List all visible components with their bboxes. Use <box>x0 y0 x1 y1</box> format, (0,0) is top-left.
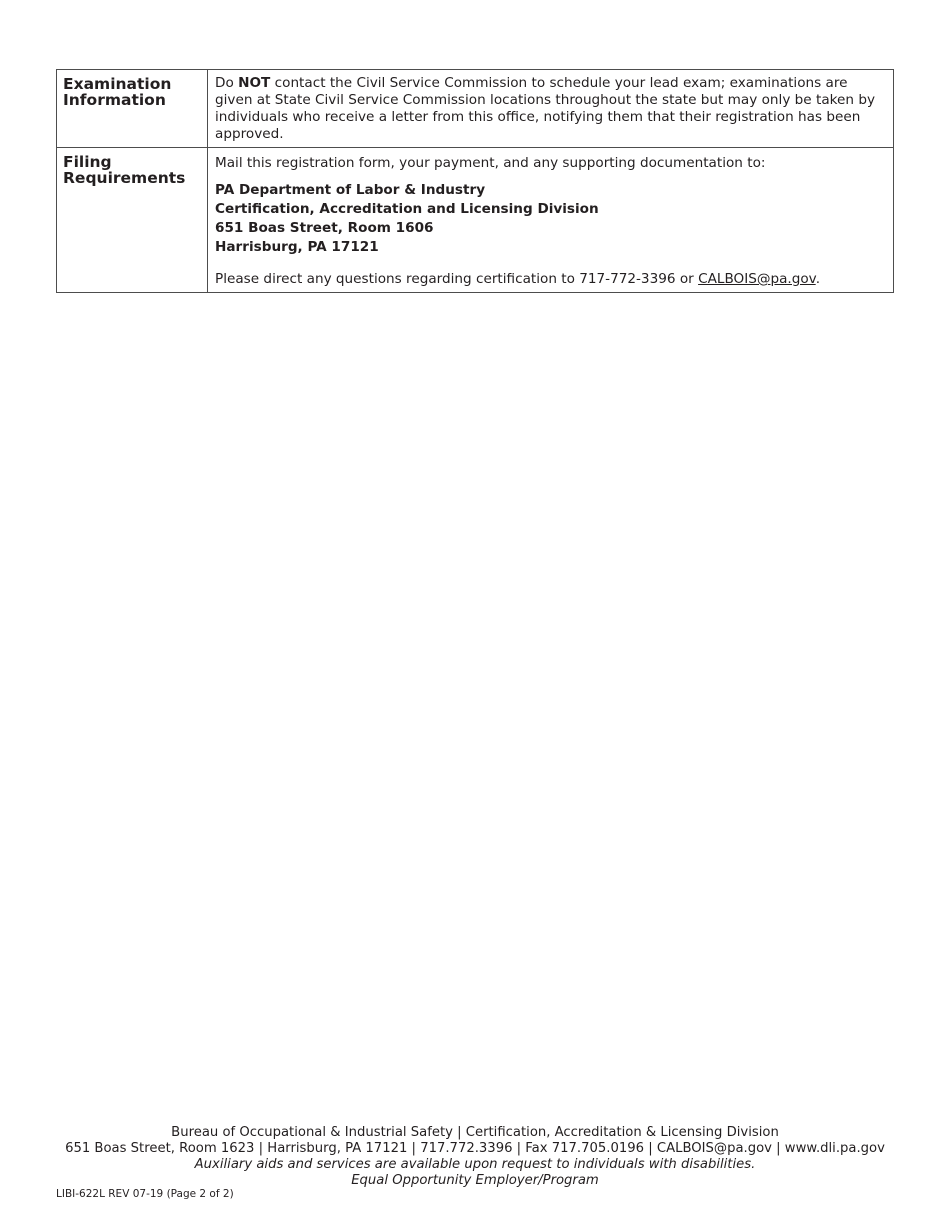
mailing-instructions: Mail this registration form, your payment, and any supporting documentation to: <box>215 155 766 171</box>
examination-information-heading: Examination Information <box>57 70 208 148</box>
examination-information-row <box>57 70 894 148</box>
footer-eeo-line: Equal Opportunity Employer/Program <box>351 1173 599 1188</box>
filing-requirements-heading: Filing Requirements <box>57 148 208 293</box>
examination-information-text: Do NOT contact the Civil Service Commission to schedule your lead exam; examinations are given at State Civil Service Commission locations throughout the state but may only be taken by individuals who receive a letter from this office, notifying them that their registration has been approved. <box>208 70 894 148</box>
form-revision-id: LIBI-622L REV 07-19 (Page 2 of 2) <box>56 1188 234 1200</box>
not-emphasis: NOT <box>238 75 271 91</box>
contact-info: Please direct any questions regarding certification to 717-772-3396 or CALBOIS@pa.gov. <box>215 271 821 287</box>
mailing-address <box>215 181 886 257</box>
address-line: 651 Boas Street, Room 1606 <box>215 220 434 236</box>
address-line: Certification, Accreditation and Licensing Division <box>215 201 599 217</box>
address-line: PA Department of Labor & Industry <box>215 182 486 198</box>
footer-accessibility-line: Auxiliary aids and services are available upon request to individuals with disabilities. <box>194 1157 756 1172</box>
footer-bureau-line: Bureau of Occupational & Industrial Safety | Certification, Accreditation & Licensing Division <box>171 1125 779 1140</box>
address-line: Harrisburg, PA 17121 <box>215 239 379 255</box>
footer-address-line: 651 Boas Street, Room 1623 | Harrisburg, PA 17121 | 717.772.3396 | Fax 717.705.0196 | CALBOIS@pa.gov | www.dli.pa.gov <box>65 1141 885 1156</box>
calbois-email-link[interactable]: CALBOIS@pa.gov <box>698 271 816 287</box>
filing-requirements-row <box>57 148 894 293</box>
requirements-table <box>56 69 894 293</box>
filing-requirements-text <box>208 148 894 293</box>
page-footer <box>0 1125 950 1189</box>
